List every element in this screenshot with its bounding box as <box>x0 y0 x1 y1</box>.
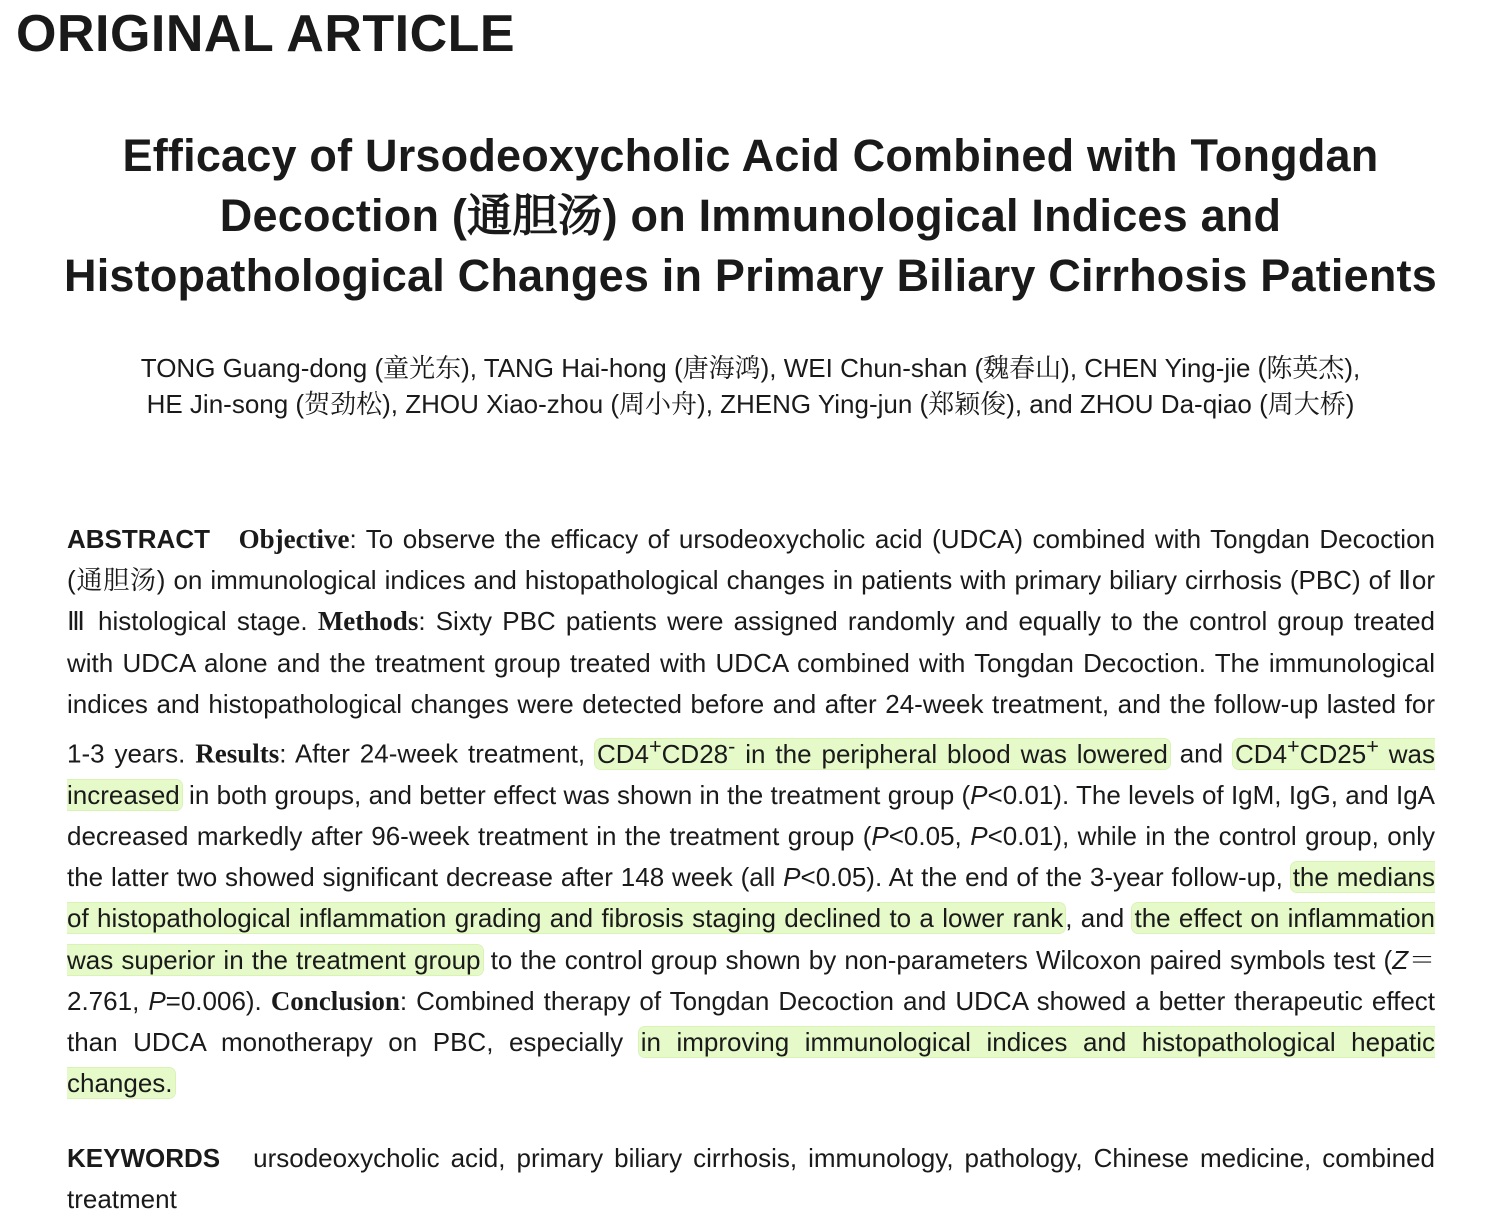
keywords-label: KEYWORDS <box>67 1143 221 1173</box>
highlight-inflammation-effect: the effect on inflammation was superior in the treatment group <box>67 903 1435 975</box>
results-text: to the control group shown by non-parameters Wilcoxon paired symbols test ( <box>482 944 1393 975</box>
title-line-2: Decoction (通胆汤) on Immunological Indices and <box>219 190 1282 241</box>
conclusion-text: : Combined therapy of Tongdan Decoction and UDCA showed a better therapeutic effect than UDCA monotherapy on PBC, especially <box>67 985 1436 1058</box>
abstract <box>67 519 1435 1105</box>
p-value-symbol: P <box>970 779 988 810</box>
authors-line-1: TONG Guang-dong (童光东), TANG Hai-hong (唐海鸿), WEI Chun-shan (魏春山), CHEN Ying-jie (陈英杰), <box>140 353 1361 383</box>
objective-label: Objective <box>238 524 350 554</box>
article-title <box>0 126 1501 306</box>
keywords-paragraph <box>67 1138 1435 1220</box>
title-line-3: Histopathological Changes in Primary Biliary Cirrhosis Patients <box>64 250 1437 301</box>
results-text: ＝2.761, <box>67 944 1435 1016</box>
results-text: : After 24-week treatment, <box>279 738 595 769</box>
p-value-symbol: P <box>148 985 166 1016</box>
highlight-conclusion: in improving immunological indices and histopathological hepatic changes. <box>67 1027 1435 1099</box>
keywords-text: ursodeoxycholic acid, primary biliary cirrhosis, immunology, pathology, Chinese medicine, combined treatment <box>67 1143 1436 1215</box>
z-symbol: Z <box>1392 944 1409 975</box>
objective-text: : To observe the efficacy of ursodeoxycholic acid (UDCA) combined with Tongdan Decoction (通胆汤) on immunological indices and histopathological changes in patients with primary biliary cirrhosis (PBC) of Ⅱor Ⅲ histological stage. <box>67 524 1436 637</box>
results-text: <0.01), while in the control group, only the latter two showed significant decrease after 148 week (all <box>67 821 1435 893</box>
section-label: ORIGINAL ARTICLE <box>16 5 516 63</box>
highlight-histopathology-medians: the medians of histopathological inflammation grading and fibrosis staging declined to a lower rank <box>67 862 1435 934</box>
results-text: and <box>1169 738 1234 769</box>
results-text: , and <box>1065 903 1133 934</box>
results-text: <0.05, <box>888 821 971 852</box>
highlight-cd4-cd25: CD4+CD25+ was increased <box>67 733 1436 810</box>
results-label: Results <box>195 738 280 769</box>
highlight-cd4-cd28: CD4+CD28- in the peripheral blood was lowered <box>596 733 1168 769</box>
title-line-1: Efficacy of Ursodeoxycholic Acid Combined with Tongdan <box>122 130 1379 181</box>
p-value-symbol: P <box>970 821 988 852</box>
results-text: <0.01). The levels of IgM, IgG, and IgA decreased markedly after 96-week treatment in the treatment group ( <box>67 779 1435 852</box>
results-text: <0.05). At the end of the 3-year follow-up, <box>800 862 1291 893</box>
p-value-symbol: P <box>871 821 889 852</box>
results-text: in both groups, and better effect was shown in the treatment group ( <box>181 779 971 810</box>
abstract-paragraph <box>67 519 1435 1105</box>
conclusion-label: Conclusion <box>270 985 400 1016</box>
p-value-symbol: P <box>783 862 801 893</box>
keywords <box>67 1138 1435 1220</box>
authors-line-2: HE Jin-song (贺劲松), ZHOU Xiao-zhou (周小舟), ZHENG Ying-jun (郑颖俊), and ZHOU Da-qiao (周大桥) <box>146 389 1355 419</box>
results-text: =0.006). <box>165 985 271 1016</box>
author-list <box>0 350 1501 422</box>
methods-text: : Sixty PBC patients were assigned randomly and equally to the control group treated with UDCA alone and the treatment group treated with UDCA combined with Tongdan Decoction. The immunological indices and histopathological changes were detected before and after 24-week treatment, and the follow-up lasted for 1-3 years. <box>67 606 1435 769</box>
methods-label: Methods <box>317 606 419 637</box>
abstract-label: ABSTRACT <box>67 524 210 554</box>
